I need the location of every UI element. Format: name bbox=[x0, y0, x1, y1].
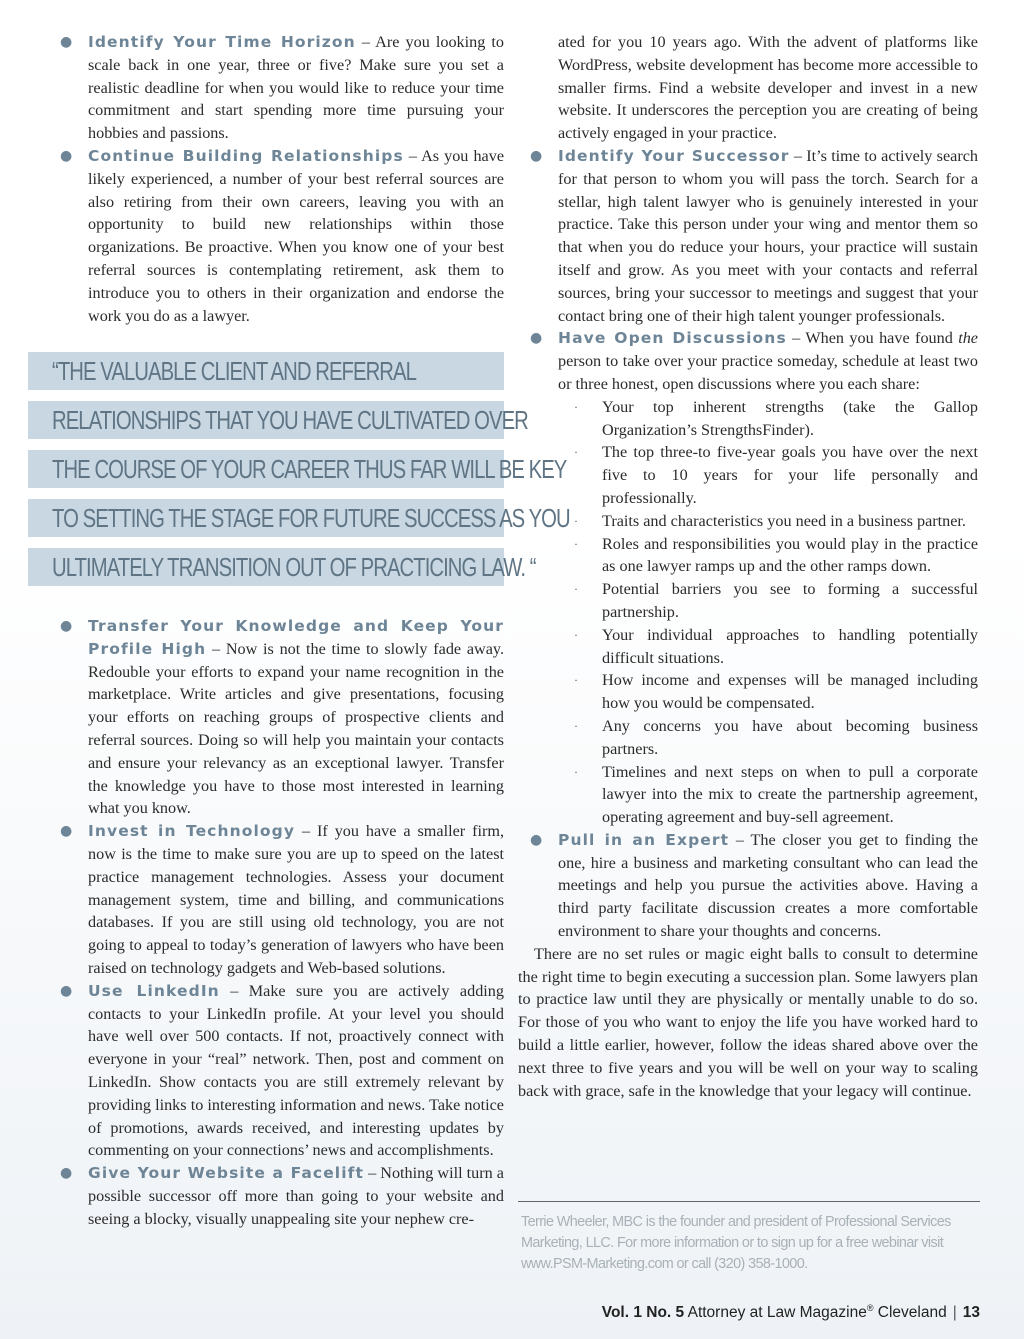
bullet-dot-icon: ● bbox=[530, 147, 543, 164]
sub-bullet-icon: · bbox=[574, 582, 578, 597]
sublist-item: · Your individual approaches to handling potentially difficult situations. bbox=[574, 625, 978, 667]
closing-paragraph: There are no set rules or magic eight balls to consult to determine the right time to begin executing a succession plan. Some lawyers plan to practice law until they are physically or mentally unable to do so. For those of you who want to enjoy the life you have worked hard to build a little earlier, however, follow the ideas shared above over the next three to five years and you will be well on your way to scaling back with grace, safe in the knowledge that your legacy will continue. bbox=[518, 944, 978, 1100]
bullet-heading: Identify Your Successor bbox=[558, 146, 790, 165]
bullet-text: – When you have found bbox=[786, 329, 959, 348]
sub-bullet-icon: · bbox=[574, 445, 578, 460]
sub-bullet-icon: · bbox=[574, 627, 578, 642]
bullet-heading: Pull in an Expert bbox=[558, 830, 730, 849]
sub-bullet-icon: · bbox=[574, 513, 578, 528]
bullet-website-facelift bbox=[60, 1162, 504, 1230]
bullet-text: person to take over your practice someday, schedule at least two or three honest, open discussions where you each share: bbox=[558, 352, 978, 393]
bullet-open-discussions bbox=[530, 327, 978, 395]
bullet-dot-icon: ● bbox=[60, 34, 73, 50]
bullet-heading: Give Your Website a Facelift bbox=[88, 1164, 364, 1183]
bullet-text: – It’s time to actively search for that person to whom you will pass the torch. Search for a stellar, high talent lawyer who is genuinely interested in your practice. Take this person under your wing and mentor them so that when you do reduce your hours, your practice will sustain itself and grow. As you meet with your contacts and referral sources, bring your successor to meetings and suggest that your contact bring one of their high talent younger professionals. bbox=[558, 146, 979, 325]
pull-quote-line: “THE VALUABLE CLIENT AND REFERRAL bbox=[28, 352, 504, 390]
sublist-item: · Any concerns you have about becoming business partners. bbox=[574, 716, 978, 758]
bullet-text: – Now is not the time to slowly fade away. Redouble your efforts to expand your name recognition in the marketplace. Write articles and give presentations, focusing your efforts on reaching groups of prospective clients and referral sources. Doing so will help you maintain your contacts and ensure your relevancy as an exceptional lawyer. Transfer the knowledge you have to those most interested in learning what you know. bbox=[88, 639, 504, 818]
city-name: Cleveland bbox=[877, 1304, 947, 1322]
sublist-item: · Traits and characteristics you need in a business partner. bbox=[530, 510, 978, 533]
sublist-item: · Roles and responsibilities you would play in the practice as one lawyer ramps up and the other ramps down. bbox=[574, 534, 978, 576]
bullet-text: – Nothing will turn a possible successor off more than going to your website and seeing a blocky, visually unappealing site your nephew cre- bbox=[88, 1164, 504, 1228]
pull-quote-line: ULTIMATELY TRANSITION OUT OF PRACTICING LAW. “ bbox=[28, 548, 504, 586]
bullet-heading: Continue Building Relationships bbox=[88, 146, 404, 165]
bullet-transfer-knowledge bbox=[60, 615, 504, 820]
bullet-pull-in-expert bbox=[530, 829, 978, 943]
bullet-time-horizon bbox=[60, 31, 504, 145]
bullet-dot-icon: ● bbox=[60, 1165, 73, 1182]
bullet-heading: Invest in Technology bbox=[88, 822, 296, 841]
bullet-dot-icon: ● bbox=[60, 823, 73, 840]
bullet-heading: Identify Your Time Horizon bbox=[88, 33, 356, 51]
bio-divider bbox=[518, 1201, 980, 1202]
bullet-text: – If you have a smaller firm, now is the time to make sure you are up to speed on the latest practice management technologies. Assess your document management system, time and billing, and communications databases. If you are still using old technology, you are not going to appeal to today’s generation of lawyers who have been raised on technology gadgets and Web-based solutions. bbox=[88, 822, 504, 977]
bullet-identify-successor bbox=[530, 145, 978, 327]
left-column-bottom bbox=[60, 615, 504, 1231]
page-footer bbox=[602, 1303, 980, 1322]
sub-bullet-icon: · bbox=[574, 399, 578, 414]
pull-quote-line: THE COURSE OF YOUR CAREER THUS FAR WILL BE KEY bbox=[28, 450, 504, 488]
bullet-use-linkedin bbox=[60, 980, 504, 1162]
bullet-dot-icon: ● bbox=[530, 330, 543, 347]
sublist-item: · The top three-to five-year goals you have over the next five to 10 years for your life personally and professionally. bbox=[574, 443, 978, 507]
bullet-text: – Are you looking to scale back in one year, three or five? Make sure you set a realistic deadline for when you would like to reduce your time commitment and start spending more time pursuing your hobbies and passions. bbox=[88, 33, 504, 143]
bullet-text-emphasis: the bbox=[958, 329, 978, 348]
bullet-text: – The closer you get to finding the one, hire a business and marketing consultant who can lead the meetings and help you pursue the activities above. Having a third party facilitate discussion creates a more comfortable environment to share your thoughts and concerns. bbox=[558, 830, 979, 941]
sublist-item: · Timelines and next steps on when to pull a corporate lawyer into the mix to create the partnership agreement, operating agreement and buy-sell agreement. bbox=[574, 762, 978, 827]
sub-bullet-icon: · bbox=[574, 764, 578, 779]
bullet-heading: Transfer Your Knowledge and Keep Your Profile High bbox=[88, 617, 504, 658]
right-column bbox=[518, 31, 979, 1102]
sub-bullet-icon: · bbox=[574, 718, 578, 733]
bullet-dot-icon: ● bbox=[60, 982, 73, 999]
bullet-text: – As you have likely experienced, a number of your best referral sources are also retiring from their own careers, leaving you with an opportunity to build new relationships within those organizations. Be proactive. When you know one of your best referral sources is contemplating retirement, ask them to introduce you to others in their organization and endorse the work you do as a lawyer. bbox=[88, 146, 505, 325]
bullet-relationships bbox=[60, 145, 504, 327]
discussion-sublist bbox=[530, 396, 978, 829]
magazine-name: Attorney at Law Magazine bbox=[687, 1304, 867, 1322]
author-bio: Terrie Wheeler, MBC is the founder and president of Professional Services Marketing, LLC. For more information or to sign up for a free webinar visit www.PSM-Marketing.com or call (320) 358-1000. bbox=[521, 1214, 951, 1272]
website-continuation: ated for you 10 years ago. With the advent of platforms like WordPress, website development has become more accessible to smaller firms. Find a website developer and invest in a new website. It underscores the perception you are creating of being actively engaged in your practice. bbox=[558, 33, 978, 143]
left-column-top bbox=[60, 31, 504, 327]
bullet-heading: Have Open Discussions bbox=[558, 329, 787, 348]
sub-bullet-icon: · bbox=[574, 673, 578, 688]
footer-separator: | bbox=[952, 1304, 957, 1322]
bullet-dot-icon: ● bbox=[60, 147, 73, 164]
sublist-item: · How income and expenses will be managed including how you would be compensated. bbox=[574, 671, 978, 713]
bullet-text: – Make sure you are actively adding contacts to your LinkedIn profile. At your level you should have well over 500 contacts. If not, proactively connect with everyone in your “real” network. Then, post and comment on LinkedIn. Show contacts you are still extremely relevant by providing links to interesting information and news. Take notice of promotions, awards received, and interesting updates by commenting on your connections’ news and accomplishments. bbox=[88, 981, 504, 1160]
sublist-item: · Your top inherent strengths (take the Gallop Organization’s StrengthsFinder). bbox=[574, 397, 978, 439]
bullet-dot-icon: ● bbox=[60, 618, 73, 634]
bullet-invest-technology bbox=[60, 820, 504, 980]
bullet-dot-icon: ● bbox=[530, 831, 543, 848]
registered-mark: ® bbox=[866, 1303, 874, 1313]
page-number: 13 bbox=[962, 1304, 980, 1322]
bullet-heading: Use LinkedIn bbox=[88, 981, 220, 1000]
sub-bullet-icon: · bbox=[574, 536, 578, 551]
sublist-item: · Potential barriers you see to forming a successful partnership. bbox=[574, 580, 978, 621]
pull-quote-line: TO SETTING THE STAGE FOR FUTURE SUCCESS AS YOU bbox=[28, 499, 504, 537]
issue-number: Vol. 1 No. 5 bbox=[601, 1304, 685, 1322]
pull-quote-line: RELATIONSHIPS THAT YOU HAVE CULTIVATED OVER bbox=[28, 401, 504, 439]
pull-quote bbox=[28, 352, 570, 597]
